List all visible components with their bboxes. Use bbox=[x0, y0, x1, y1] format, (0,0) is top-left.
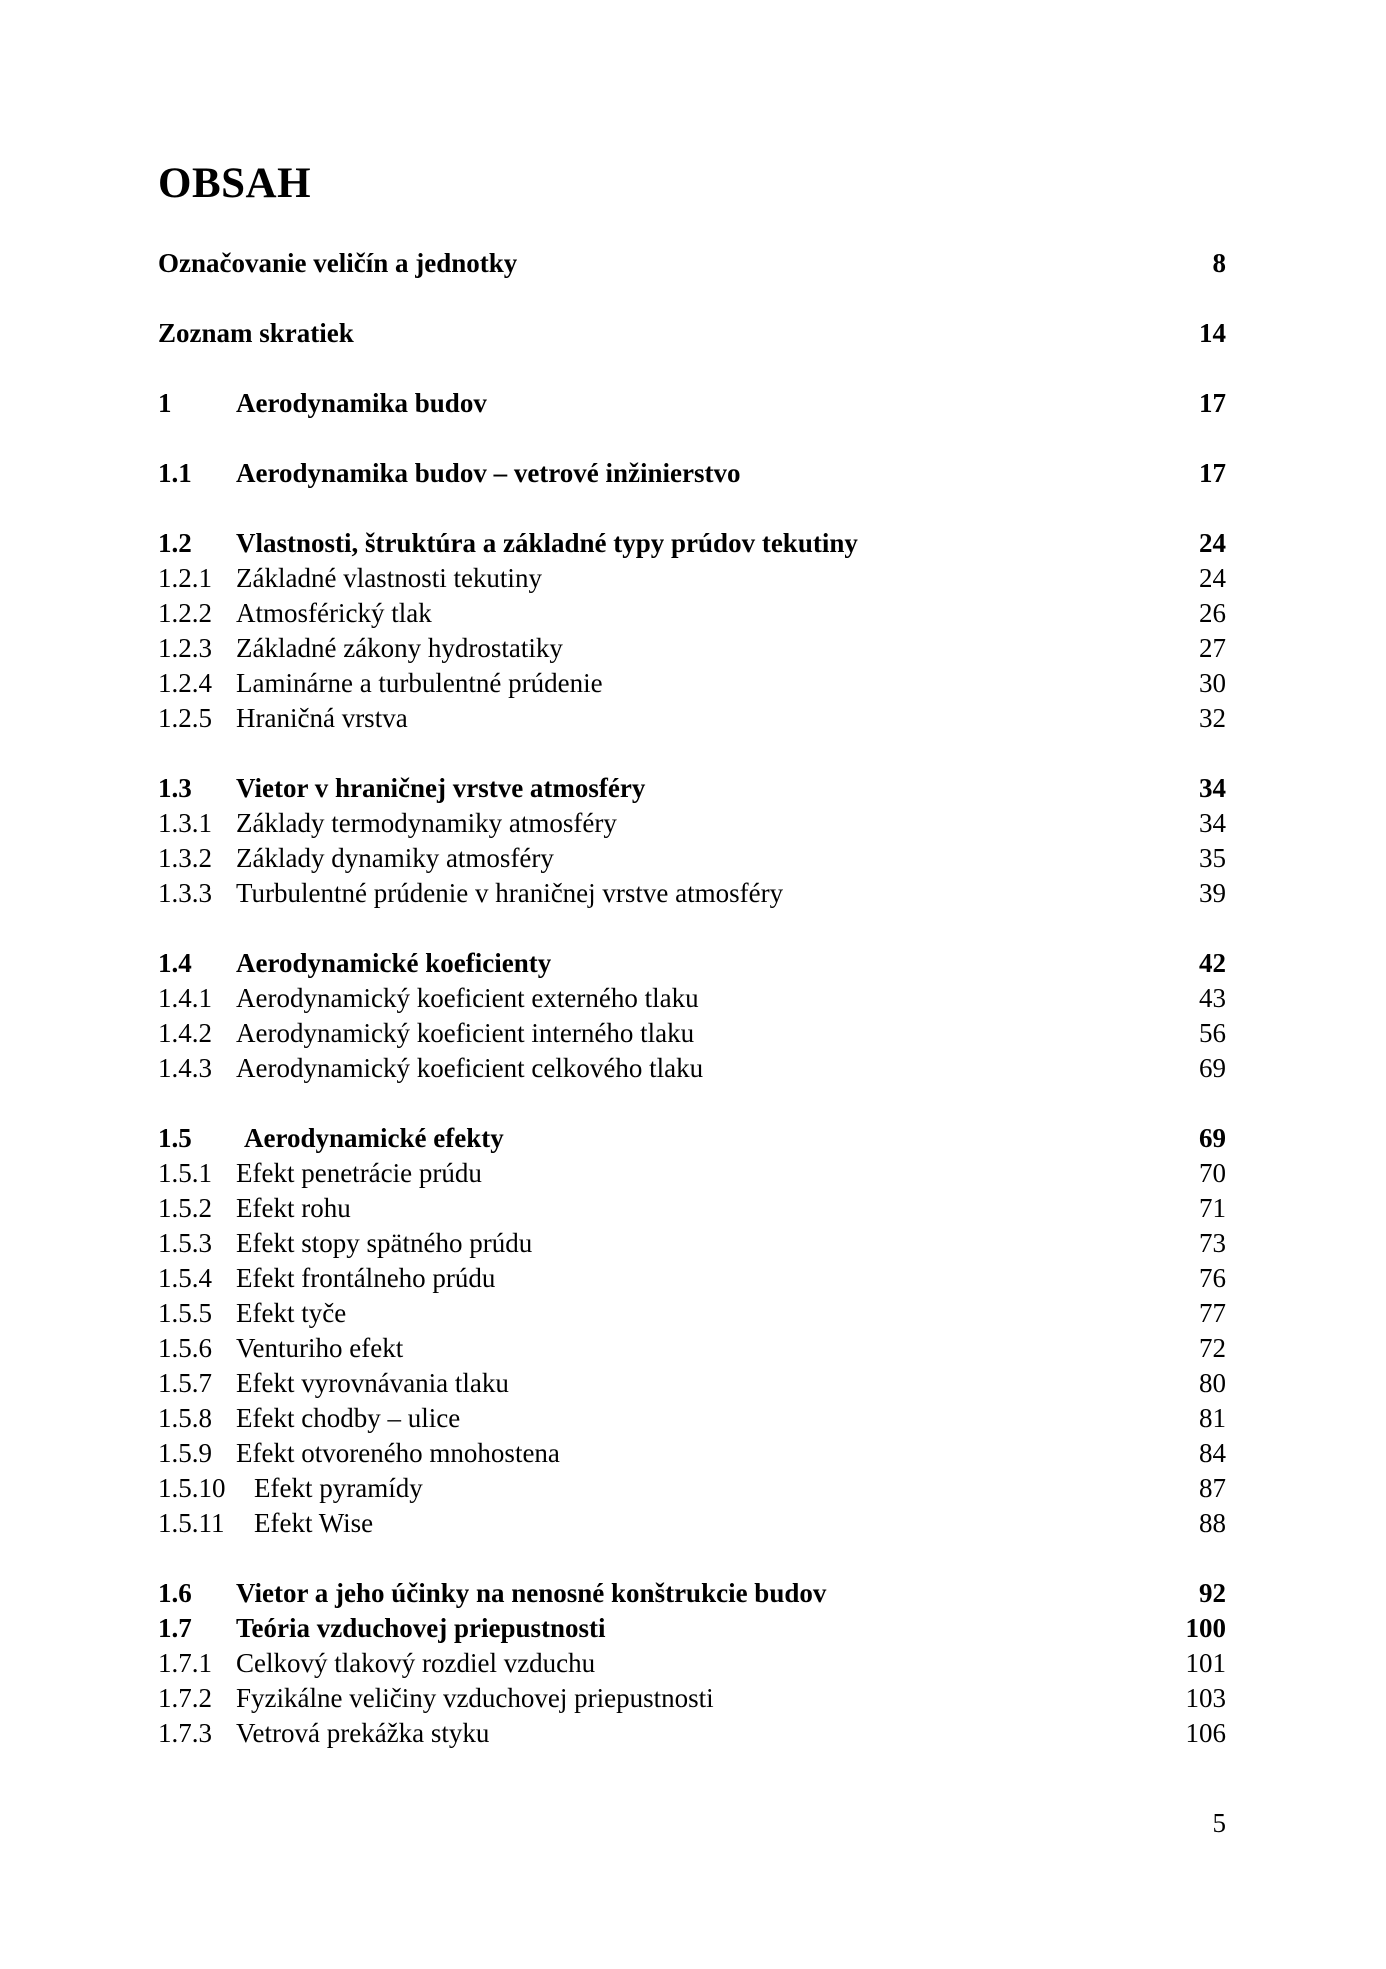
toc-entry-number: 1.4.1 bbox=[158, 983, 212, 1013]
toc-entry-number: 1.2.4 bbox=[158, 668, 212, 698]
toc-entry-1-2-3[interactable] bbox=[158, 631, 1226, 666]
toc-entry-1-7-1[interactable] bbox=[158, 1646, 1226, 1681]
toc-entry-number: 1.5.6 bbox=[158, 1333, 212, 1363]
toc-entry-title: Aerodynamika budov bbox=[236, 388, 487, 418]
toc-entry-number: 1.3 bbox=[158, 773, 192, 803]
toc-entry-1-2-2[interactable] bbox=[158, 596, 1226, 631]
toc-entry-1-6[interactable] bbox=[158, 1576, 1226, 1611]
toc-entry-title: Atmosférický tlak bbox=[236, 598, 432, 628]
toc-entry-1-5-1[interactable] bbox=[158, 1156, 1226, 1191]
toc-entry-number: 1.5.8 bbox=[158, 1403, 212, 1433]
page-title: OBSAH bbox=[158, 160, 312, 207]
toc-entry-number: 1.3.3 bbox=[158, 878, 212, 908]
toc-entry-1-4-2[interactable] bbox=[158, 1016, 1226, 1051]
toc-entry-page: 26 bbox=[1199, 598, 1226, 628]
toc-entry-number: 1.3.1 bbox=[158, 808, 212, 838]
toc-entry-page: 92 bbox=[1199, 1578, 1226, 1608]
toc-entry-page: 17 bbox=[1199, 388, 1226, 418]
toc-entry-title: Efekt otvoreného mnohostena bbox=[236, 1438, 560, 1468]
toc-entry-title: Teória vzduchovej priepustnosti bbox=[236, 1613, 606, 1643]
toc-entry-1-4[interactable] bbox=[158, 946, 1226, 981]
toc-entry-number: 1.5.2 bbox=[158, 1193, 212, 1223]
toc-entry-title: Aerodynamické koeficienty bbox=[236, 948, 552, 978]
toc-entry-title: Efekt tyče bbox=[236, 1298, 347, 1328]
toc-entry-1-1[interactable] bbox=[158, 456, 1226, 491]
toc-entry-page: 43 bbox=[1199, 983, 1226, 1013]
toc-entry-number: 1.7.3 bbox=[158, 1718, 212, 1748]
toc-entry-1-5-4[interactable] bbox=[158, 1261, 1226, 1296]
toc-entry-page: 14 bbox=[1199, 318, 1226, 348]
toc-entry-page: 81 bbox=[1199, 1403, 1226, 1433]
toc-entry-1-3[interactable] bbox=[158, 771, 1226, 806]
toc-entry-page: 8 bbox=[1212, 248, 1226, 278]
toc-entry-title: Aerodynamický koeficient celkového tlaku bbox=[236, 1053, 704, 1083]
toc-entry-number: 1.4 bbox=[158, 948, 192, 978]
toc-entry-number: 1.7.1 bbox=[158, 1648, 212, 1678]
toc-entry-title: Aerodynamika budov – vetrové inžinierstvo bbox=[236, 458, 741, 488]
toc-entry-number: 1.5.7 bbox=[158, 1368, 212, 1398]
toc-entry-1-5-5[interactable] bbox=[158, 1296, 1226, 1331]
toc-entry-page: 80 bbox=[1199, 1368, 1226, 1398]
toc-entry-1-2-4[interactable] bbox=[158, 666, 1226, 701]
toc-entry-number: 1.5.11 bbox=[158, 1508, 225, 1538]
toc-entry-number: 1.5.4 bbox=[158, 1263, 212, 1293]
toc-entry-title: Základné zákony hydrostatiky bbox=[236, 633, 563, 663]
toc-entry-1-5-2[interactable] bbox=[158, 1191, 1226, 1226]
toc-entry-1-5-9[interactable] bbox=[158, 1436, 1226, 1471]
toc-entry-title: Efekt penetrácie prúdu bbox=[236, 1158, 482, 1188]
toc-entry-page: 34 bbox=[1199, 773, 1226, 803]
toc-entry-title: Aerodynamické efekty bbox=[244, 1123, 504, 1153]
toc-entry-title: Efekt Wise bbox=[254, 1508, 374, 1538]
toc-entry-title: Základy termodynamiky atmosféry bbox=[236, 808, 617, 838]
toc-entry-number: 1.5.3 bbox=[158, 1228, 212, 1258]
toc-entry-number: 1.2.2 bbox=[158, 598, 212, 628]
toc-entry-title: Označovanie veličín a jednotky bbox=[158, 248, 518, 278]
toc-entry-title: Efekt frontálneho prúdu bbox=[236, 1263, 496, 1293]
toc-entry-number: 1.6 bbox=[158, 1578, 192, 1608]
toc-entry-1-7[interactable] bbox=[158, 1611, 1226, 1646]
toc-entry-title: Vetrová prekážka styku bbox=[236, 1718, 490, 1748]
toc-entry-1-7-3[interactable] bbox=[158, 1716, 1226, 1751]
toc-entry-title: Efekt pyramídy bbox=[254, 1473, 423, 1503]
toc-entry-title: Venturiho efekt bbox=[236, 1333, 404, 1363]
toc-entry-number: 1.2.1 bbox=[158, 563, 212, 593]
toc-entry-title: Základy dynamiky atmosféry bbox=[236, 843, 554, 873]
toc-entry-number: 1.7.2 bbox=[158, 1683, 212, 1713]
toc-entry-title: Hraničná vrstva bbox=[236, 703, 408, 733]
toc-entry-page: 100 bbox=[1185, 1613, 1226, 1643]
toc-entry-1-3-2[interactable] bbox=[158, 841, 1226, 876]
toc-entry-page: 35 bbox=[1199, 843, 1226, 873]
toc-entry-page: 73 bbox=[1199, 1228, 1226, 1258]
toc-entry-number: 1.5.9 bbox=[158, 1438, 212, 1468]
toc-entry-title: Aerodynamický koeficient externého tlaku bbox=[236, 983, 699, 1013]
toc-entry-title: Fyzikálne veličiny vzduchovej priepustnosti bbox=[236, 1683, 714, 1713]
toc-entry-1-3-3[interactable] bbox=[158, 876, 1226, 911]
toc-entry-number: 1.3.2 bbox=[158, 843, 212, 873]
toc-entry-1-3-1[interactable] bbox=[158, 806, 1226, 841]
toc-entry-page: 71 bbox=[1199, 1193, 1226, 1223]
toc-entry-1[interactable] bbox=[158, 386, 1226, 421]
toc-entry-page: 39 bbox=[1199, 878, 1226, 908]
toc-entry-page: 87 bbox=[1199, 1473, 1226, 1503]
toc-entry-page: 84 bbox=[1199, 1438, 1226, 1468]
toc-entry-abbreviations[interactable] bbox=[158, 316, 1226, 351]
toc-entry-quantities-units[interactable] bbox=[158, 246, 1226, 281]
toc-entry-1-7-2[interactable] bbox=[158, 1681, 1226, 1716]
toc-entry-1-5-7[interactable] bbox=[158, 1366, 1226, 1401]
toc-entry-page: 69 bbox=[1199, 1123, 1226, 1153]
toc-entry-1-2-5[interactable] bbox=[158, 701, 1226, 736]
toc-entry-page: 77 bbox=[1199, 1298, 1226, 1328]
toc-entry-page: 42 bbox=[1199, 948, 1226, 978]
toc-entry-number: 1.1 bbox=[158, 458, 192, 488]
toc-entry-page: 88 bbox=[1199, 1508, 1226, 1538]
toc-entry-1-5-3[interactable] bbox=[158, 1226, 1226, 1261]
toc-entry-title: Efekt chodby – ulice bbox=[236, 1403, 461, 1433]
toc-entry-page: 34 bbox=[1199, 808, 1226, 838]
toc-entry-title: Vlastnosti, štruktúra a základné typy prúdov tekutiny bbox=[236, 528, 858, 558]
toc-entry-1-5-10[interactable] bbox=[158, 1471, 1226, 1506]
toc-entry-1-2-1[interactable] bbox=[158, 561, 1226, 596]
toc-entry-number: 1 bbox=[158, 388, 172, 418]
toc-entry-number: 1.5.1 bbox=[158, 1158, 212, 1188]
toc-entry-page: 106 bbox=[1185, 1718, 1226, 1748]
toc-entry-page: 24 bbox=[1199, 528, 1226, 558]
page-number: 5 bbox=[1212, 1808, 1226, 1838]
toc-entry-title: Vietor v hraničnej vrstve atmosféry bbox=[236, 773, 646, 803]
toc-entry-title: Vietor a jeho účinky na nenosné konštrukcie budov bbox=[236, 1578, 827, 1608]
toc-entry-1-4-1[interactable] bbox=[158, 981, 1226, 1016]
toc-entry-page: 24 bbox=[1199, 563, 1226, 593]
toc-entry-number: 1.2 bbox=[158, 528, 192, 558]
toc-entry-1-5-6[interactable] bbox=[158, 1331, 1226, 1366]
toc-entry-1-5[interactable] bbox=[158, 1121, 1226, 1156]
table-of-contents bbox=[158, 246, 1226, 1751]
toc-entry-1-5-11[interactable] bbox=[158, 1506, 1226, 1541]
toc-entry-number: 1.4.2 bbox=[158, 1018, 212, 1048]
toc-entry-title: Celkový tlakový rozdiel vzduchu bbox=[236, 1648, 596, 1678]
toc-entry-page: 27 bbox=[1199, 633, 1226, 663]
toc-entry-title: Efekt vyrovnávania tlaku bbox=[236, 1368, 509, 1398]
toc-entry-page: 76 bbox=[1199, 1263, 1226, 1293]
toc-entry-number: 1.5 bbox=[158, 1123, 192, 1153]
toc-entry-number: 1.5.10 bbox=[158, 1473, 226, 1503]
toc-entry-title: Efekt stopy spätného prúdu bbox=[236, 1228, 533, 1258]
toc-entry-title: Turbulentné prúdenie v hraničnej vrstve atmosféry bbox=[236, 878, 784, 908]
toc-entry-page: 69 bbox=[1199, 1053, 1226, 1083]
toc-entry-page: 70 bbox=[1199, 1158, 1226, 1188]
toc-entry-title: Základné vlastnosti tekutiny bbox=[236, 563, 542, 593]
toc-entry-title: Aerodynamický koeficient interného tlaku bbox=[236, 1018, 695, 1048]
toc-entry-number: 1.5.5 bbox=[158, 1298, 212, 1328]
toc-entry-title: Zoznam skratiek bbox=[158, 318, 354, 348]
toc-entry-title: Efekt rohu bbox=[236, 1193, 351, 1223]
toc-entry-page: 101 bbox=[1185, 1648, 1226, 1678]
toc-entry-page: 17 bbox=[1199, 458, 1226, 488]
toc-entry-title: Laminárne a turbulentné prúdenie bbox=[236, 668, 603, 698]
toc-entry-page: 56 bbox=[1199, 1018, 1226, 1048]
toc-entry-1-5-8[interactable] bbox=[158, 1401, 1226, 1436]
toc-entry-page: 32 bbox=[1199, 703, 1226, 733]
toc-entry-number: 1.2.3 bbox=[158, 633, 212, 663]
toc-entry-1-2[interactable] bbox=[158, 526, 1226, 561]
toc-entry-1-4-3[interactable] bbox=[158, 1051, 1226, 1086]
toc-entry-page: 30 bbox=[1199, 668, 1226, 698]
toc-entry-number: 1.4.3 bbox=[158, 1053, 212, 1083]
toc-entry-number: 1.2.5 bbox=[158, 703, 212, 733]
toc-entry-number: 1.7 bbox=[158, 1613, 192, 1643]
toc-entry-page: 72 bbox=[1199, 1333, 1226, 1363]
toc-entry-page: 103 bbox=[1185, 1683, 1226, 1713]
